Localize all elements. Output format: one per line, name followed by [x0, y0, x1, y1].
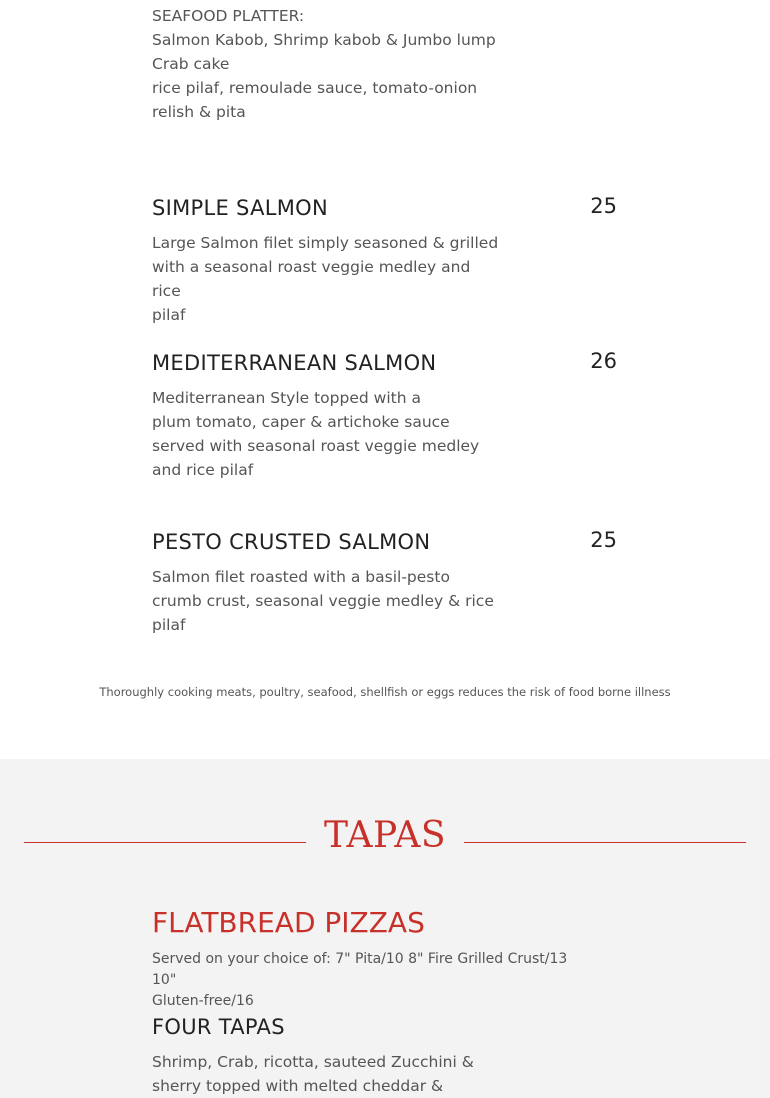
flatbread-pizzas-heading: FLATBREAD PIZZAS	[152, 906, 425, 939]
simple-salmon-price: 25	[590, 194, 617, 218]
simple-salmon-name: SIMPLE SALMON	[152, 196, 328, 220]
four-tapas-name: FOUR TAPAS	[152, 1015, 285, 1039]
mediterranean-salmon-description: Mediterranean Style topped with a plum tomato, caper & artichoke sauce served with seasonal roast veggie medley and rice pilaf	[152, 389, 480, 479]
simple-salmon-description: Large Salmon filet simply seasoned & grilled with a seasonal roast veggie medley and rice pilaf	[152, 234, 499, 324]
food-safety-note: Thoroughly cooking meats, poultry, seafood, shellfish or eggs reduces the risk of food borne illness	[99, 685, 671, 699]
pesto-crusted-salmon-description: Salmon filet roasted with a basil-pesto crumb crust, seasonal veggie medley & rice pilaf	[152, 568, 494, 634]
flatbread-pizzas-description: Served on your choice of: 7" Pita/10 8" Fire Grilled Crust/13 10" Gluten-free/16	[152, 951, 568, 1009]
seafood-platter-description: SEAFOOD PLATTER: Salmon Kabob, Shrimp kabob & Jumbo lump Crab cake rice pilaf, remoulade sauce, tomato-onion relish & pita	[152, 7, 496, 121]
pesto-crusted-salmon-price: 25	[590, 528, 617, 552]
tapas-divider-right	[464, 842, 746, 843]
mediterranean-salmon-price: 26	[590, 349, 617, 373]
mediterranean-salmon-name: MEDITERRANEAN SALMON	[152, 351, 437, 375]
four-tapas-description: Shrimp, Crab, ricotta, sauteed Zucchini & sherry topped with melted cheddar &	[152, 1053, 474, 1095]
pesto-crusted-salmon-name: PESTO CRUSTED SALMON	[152, 530, 431, 554]
tapas-title: TAPAS	[323, 815, 447, 856]
